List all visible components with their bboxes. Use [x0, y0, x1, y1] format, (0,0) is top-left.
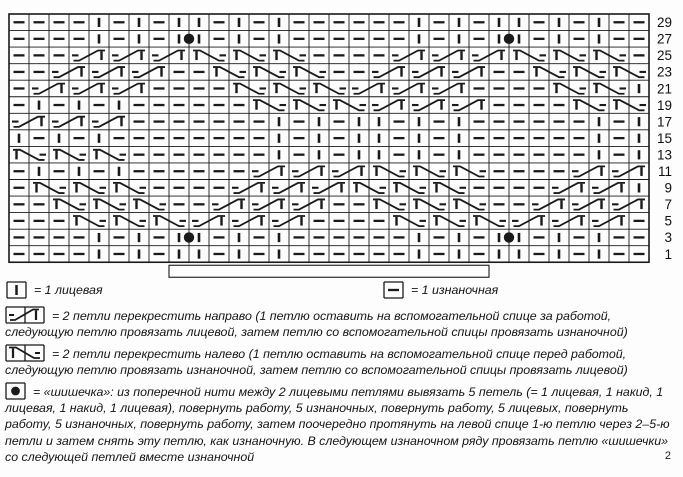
svg-text:7: 7 — [664, 197, 672, 213]
cross-left-label: = 2 петли перекрестить налево (1 петлю оставить на вспомогательной спице перед работой, следующую петлю провязать изнаночной, затем петлю со вспомогательной спицы провязать лицевой) — [5, 346, 628, 378]
knit-label: = 1 лицевая — [34, 282, 103, 297]
legend-bobble — [5, 382, 677, 466]
svg-text:29: 29 — [656, 15, 672, 31]
svg-text:13: 13 — [656, 147, 672, 163]
cross-left-icon — [5, 344, 45, 362]
cross-right-label: = 2 петли перекрестить направо (1 петлю оставить на вспомогательной спице за работой, следующую петлю провязать лицевой, затем петлю со вспомогательной спицы провязать изнаночной) — [5, 309, 628, 340]
knit-stitch-icon — [6, 281, 27, 299]
svg-text:17: 17 — [656, 114, 672, 130]
bobble-icon — [5, 382, 26, 400]
chart-legend — [5, 281, 677, 466]
legend-row-basic — [5, 281, 677, 303]
svg-text:9: 9 — [664, 180, 672, 196]
legend-cross-left — [5, 344, 677, 379]
svg-text:19: 19 — [656, 97, 672, 113]
svg-text:15: 15 — [656, 130, 672, 146]
svg-text:5: 5 — [664, 213, 672, 229]
purl-stitch-icon — [383, 281, 404, 299]
page-number: 2 — [664, 450, 671, 462]
svg-text:1: 1 — [664, 246, 672, 262]
bobble-label: = «шишечка»: из поперечной нити между 2 лицевыми петлями вывязать 5 петель (= 1 лицевая, 1 накид, 1 лицевая, 1 накид, 1 лицевая), повернуть работу, 5 изнаночных, повернуть работу, 5 лицевых, повернуть работу, 5 изнаночных, повернуть работу, затем поочередно протянуть на левой спице 1-ю петлю через 2–5-ю петли и затем снять эту петлю, как изнаночную. В следующем изнаночном ряду провязать петлю «шишечки» со следующей петлей вместе изнаночной — [5, 384, 670, 465]
purl-label: = 1 изнаночная — [411, 282, 499, 297]
legend-cross-right — [5, 306, 677, 341]
svg-text:21: 21 — [656, 81, 672, 97]
cross-right-icon — [5, 306, 45, 324]
svg-text:11: 11 — [657, 164, 672, 180]
svg-text:23: 23 — [656, 64, 672, 80]
svg-text:25: 25 — [656, 48, 672, 64]
svg-text:3: 3 — [664, 230, 672, 246]
svg-text:27: 27 — [656, 31, 672, 47]
